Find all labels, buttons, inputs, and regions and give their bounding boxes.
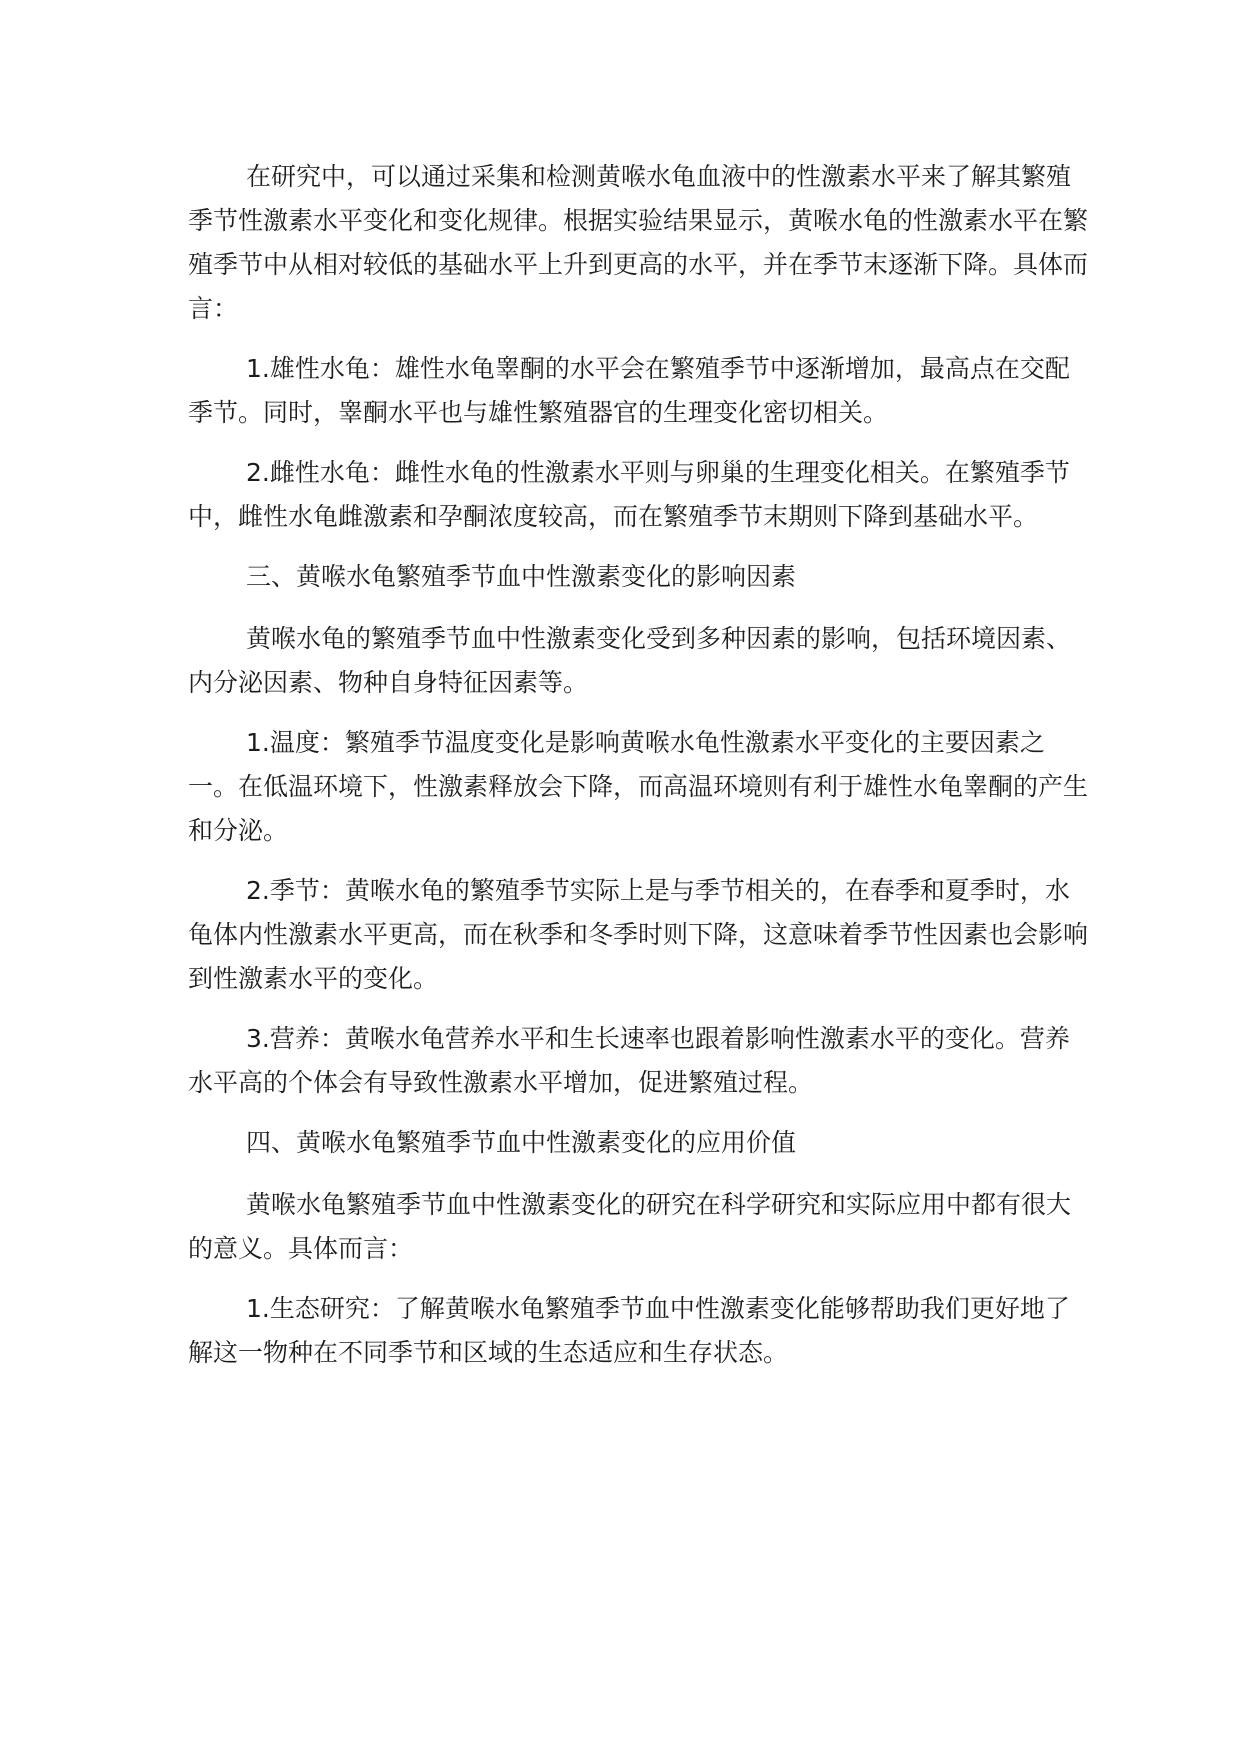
paragraph-factors-intro: 黄喉水龟的繁殖季节血中性激素变化受到多种因素的影响，包括环境因素、内分泌因素、物种自身特征因素等。 xyxy=(188,624,1072,697)
section-heading-application-value: 四、黄喉水龟繁殖季节血中性激素变化的应用价值 xyxy=(246,1128,797,1157)
document-body xyxy=(188,155,1088,1391)
paragraph-temperature: 1.温度：繁殖季节温度变化是影响黄喉水龟性激素水平变化的主要因素之一。在低温环境下，性激素释放会下降，而高温环境则有利于雄性水龟睾酮的产生和分泌。 xyxy=(188,728,1089,845)
paragraph-male-turtle: 1.雄性水龟：雄性水龟睾酮的水平会在繁殖季节中逐渐增加，最高点在交配季节。同时，睾酮水平也与雄性繁殖器官的生理变化密切相关。 xyxy=(188,354,1070,427)
paragraph-season: 2.季节：黄喉水龟的繁殖季节实际上是与季节相关的，在春季和夏季时，水龟体内性激素水平更高，而在秋季和冬季时则下降，这意味着季节性因素也会影响到性激素水平的变化。 xyxy=(188,876,1089,993)
paragraph-research-overview: 在研究中，可以通过采集和检测黄喉水龟血液中的性激素水平来了解其繁殖季节性激素水平变化和变化规律。根据实验结果显示，黄喉水龟的性激素水平在繁殖季节中从相对较低的基础水平上升到更高的水平，并在季节末逐渐下降。具体而言： xyxy=(188,162,1089,323)
section-heading-influencing-factors: 三、黄喉水龟繁殖季节血中性激素变化的影响因素 xyxy=(246,562,797,591)
paragraph-female-turtle: 2.雌性水龟：雌性水龟的性激素水平则与卵巢的生理变化相关。在繁殖季节中，雌性水龟雌激素和孕酮浓度较高，而在繁殖季节末期则下降到基础水平。 xyxy=(188,458,1070,531)
paragraph-nutrition: 3.营养：黄喉水龟营养水平和生长速率也跟着影响性激素水平的变化。营养水平高的个体会有导致性激素水平增加，促进繁殖过程。 xyxy=(188,1024,1070,1097)
paragraph-ecological-research: 1.生态研究：了解黄喉水龟繁殖季节血中性激素变化能够帮助我们更好地了解这一物种在不同季节和区域的生态适应和生存状态。 xyxy=(188,1294,1070,1367)
paragraph-application-intro: 黄喉水龟繁殖季节血中性激素变化的研究在科学研究和实际应用中都有很大的意义。具体而言： xyxy=(188,1190,1072,1263)
